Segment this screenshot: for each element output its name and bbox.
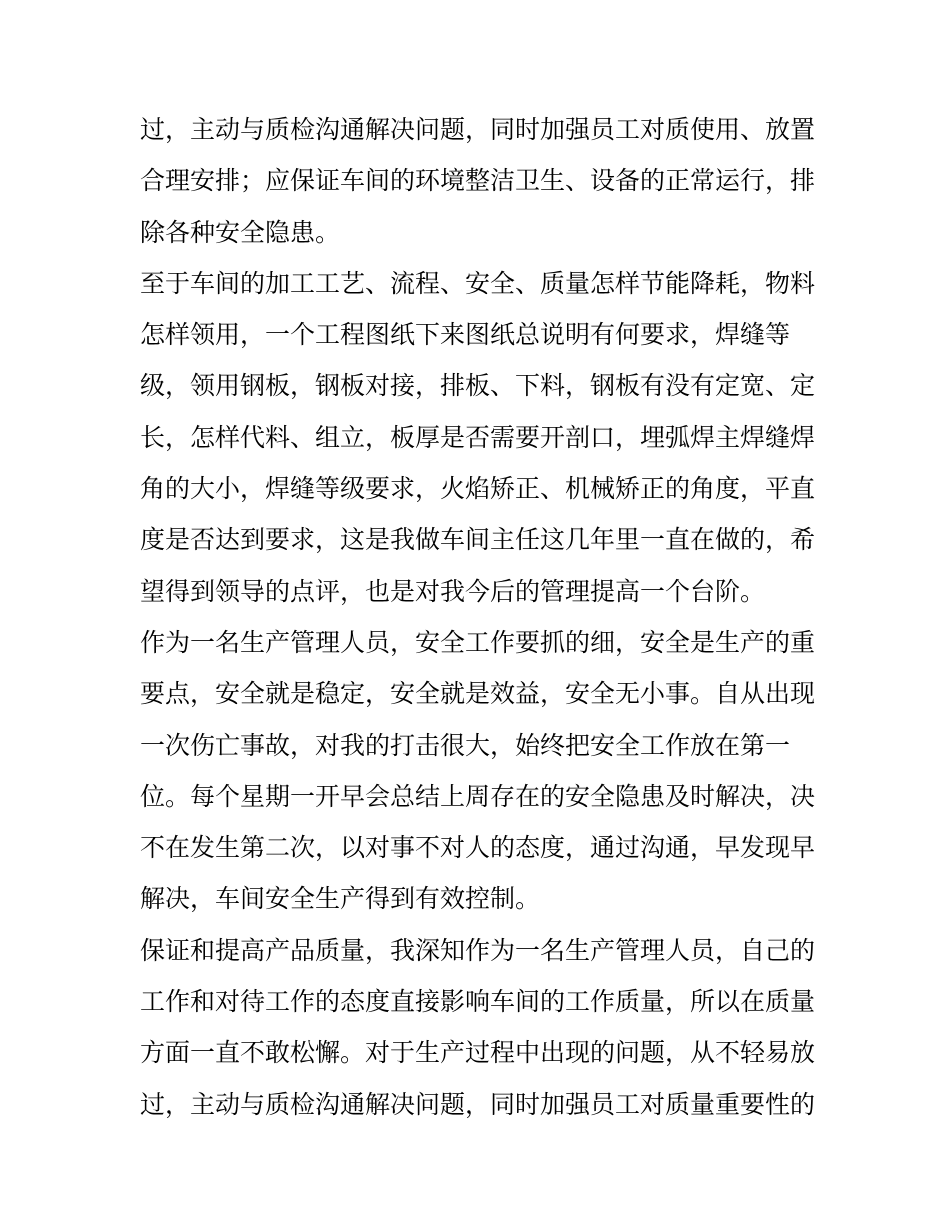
- text-line: 至于车间的加工工艺、流程、安全、质量怎样节能降耗，物料: [140, 268, 816, 298]
- paragraph: [140, 925, 814, 1130]
- paragraph: [140, 258, 814, 617]
- text-line: 望得到领导的点评，也是对我今后的管理提高一个台阶。: [140, 576, 766, 606]
- text-line: 合理安排；应保证车间的环境整洁卫生、设备的正常运行，排: [140, 166, 816, 196]
- text-line: 过，主动与质检沟通解决问题，同时加强员工对质使用、放置: [140, 115, 816, 144]
- text-line: 怎样领用，一个工程图纸下来图纸总说明有何要求，焊缝等: [140, 320, 791, 350]
- paragraph: [140, 104, 814, 258]
- text-line: 要点，安全就是稳定，安全就是效益，安全无小事。自从出现: [140, 679, 816, 709]
- text-line: 不在发生第二次，以对事不对人的态度，通过沟通，早发现早: [140, 833, 816, 863]
- text-line: 方面一直不敢松懈。对于生产过程中出现的问题，从不轻易放: [140, 1038, 816, 1068]
- text-line: 长，怎样代料、组立，板厚是否需要开剖口，埋弧焊主焊缝焊: [140, 422, 816, 452]
- document-body: [140, 104, 814, 1130]
- text-line: 保证和提高产品质量，我深知作为一名生产管理人员，自己的: [140, 935, 816, 965]
- text-line: 除各种安全隐患。: [140, 217, 341, 247]
- text-line: 度是否达到要求，这是我做车间主任这几年里一直在做的，希: [140, 525, 816, 555]
- text-line: 过，主动与质检沟通解决问题，同时加强员工对质量重要性的: [140, 1089, 816, 1119]
- paragraph: [140, 617, 814, 925]
- text-line: 解决，车间安全生产得到有效控制。: [140, 884, 541, 914]
- text-line: 位。每个星期一开早会总结上周存在的安全隐患及时解决，决: [140, 781, 816, 811]
- text-line: 作为一名生产管理人员，安全工作要抓的细，安全是生产的重: [140, 627, 816, 657]
- text-line: 一次伤亡事故，对我的打击很大，始终把安全工作放在第一: [140, 730, 791, 760]
- text-line: 级，领用钢板，钢板对接，排板、下料，钢板有没有定宽、定: [140, 371, 816, 401]
- text-line: 工作和对待工作的态度直接影响车间的工作质量，所以在质量: [140, 987, 816, 1017]
- text-line: 角的大小，焊缝等级要求，火焰矫正、机械矫正的角度，平直: [140, 474, 816, 504]
